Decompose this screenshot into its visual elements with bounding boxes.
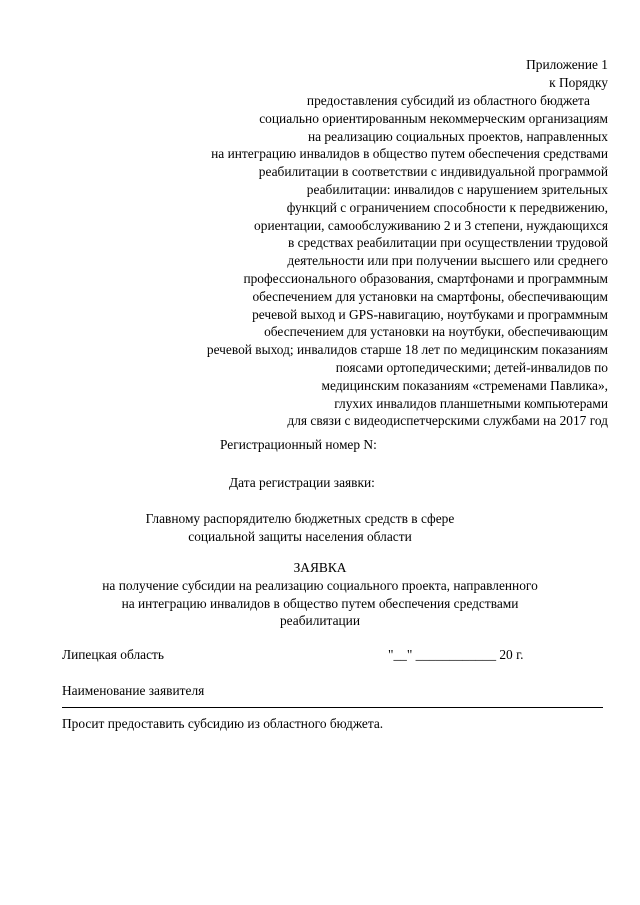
appendix-line-2: к Порядку xyxy=(549,75,608,90)
appendix-line-14: обеспечением для установки на смартфоны, обеспечивающим xyxy=(252,289,608,304)
addressee-line-2: социальной защиты населения области xyxy=(188,529,412,544)
appendix-line-15: речевой выход и GPS-навигацию, ноутбуками и программным xyxy=(252,307,608,322)
appendix-line-10: ориентации, самообслуживанию 2 и 3 степени, нуждающихся xyxy=(254,218,608,233)
appendix-line-11: в средствах реабилитации при осуществлении трудовой xyxy=(287,235,608,250)
applicant-name-underline xyxy=(62,707,603,708)
appendix-line-16: обеспечением для установки на ноутбуки, обеспечивающим xyxy=(264,324,608,339)
appendix-line-13: профессионального образования, смартфонами и программным xyxy=(243,271,608,286)
application-subtitle-line-2: на интеграцию инвалидов в общество путем обеспечения средствами xyxy=(121,596,519,611)
appendix-line-3: предоставления субсидий из областного бюджета xyxy=(306,93,590,108)
request-text: Просит предоставить субсидию из областного бюджета. xyxy=(62,716,384,731)
appendix-line-20: глухих инвалидов планшетными компьютерами xyxy=(334,396,608,411)
appendix-line-19: медицинским показаниям «стременами Павлика», xyxy=(321,378,608,393)
applicant-name-label: Наименование заявителя xyxy=(62,683,205,698)
appendix-line-6: на интеграцию инвалидов в общество путем обеспечения средствами xyxy=(211,146,608,161)
appendix-line-18: поясами ортопедическими; детей-инвалидов по xyxy=(335,360,608,375)
appendix-line-8: реабилитации: инвалидов с нарушением зрительных xyxy=(306,182,608,197)
date-template: "__" ____________ 20 г. xyxy=(388,647,524,662)
appendix-line-1: Приложение 1 xyxy=(526,57,608,72)
application-subtitle-line-3: реабилитации xyxy=(279,613,361,628)
appendix-line-5: на реализацию социальных проектов, направленных xyxy=(307,129,608,144)
appendix-line-7: реабилитации в соответствии с индивидуальной программой xyxy=(258,164,608,179)
appendix-line-4: социально ориентированным некоммерческим организациям xyxy=(259,111,608,126)
application-subtitle-line-1: на получение субсидии на реализацию социального проекта, направленного xyxy=(102,578,538,593)
appendix-line-21: для связи с видеодиспетчерскими службами на 2017 год xyxy=(287,413,608,428)
appendix-line-17: речевой выход; инвалидов старше 18 лет по медицинским показаниям xyxy=(206,342,608,357)
appendix-line-12: деятельности или при получении высшего или среднего xyxy=(287,253,608,268)
registration-date-label: Дата регистрации заявки: xyxy=(229,475,375,490)
appendix-line-9: функций с ограничением способности к передвижению, xyxy=(286,200,608,215)
region-label: Липецкая область xyxy=(62,647,164,662)
registration-number-label: Регистрационный номер N: xyxy=(220,437,377,452)
addressee-line-1: Главному распорядителю бюджетных средств в сфере xyxy=(145,511,455,526)
application-title: ЗАЯВКА xyxy=(293,560,347,575)
